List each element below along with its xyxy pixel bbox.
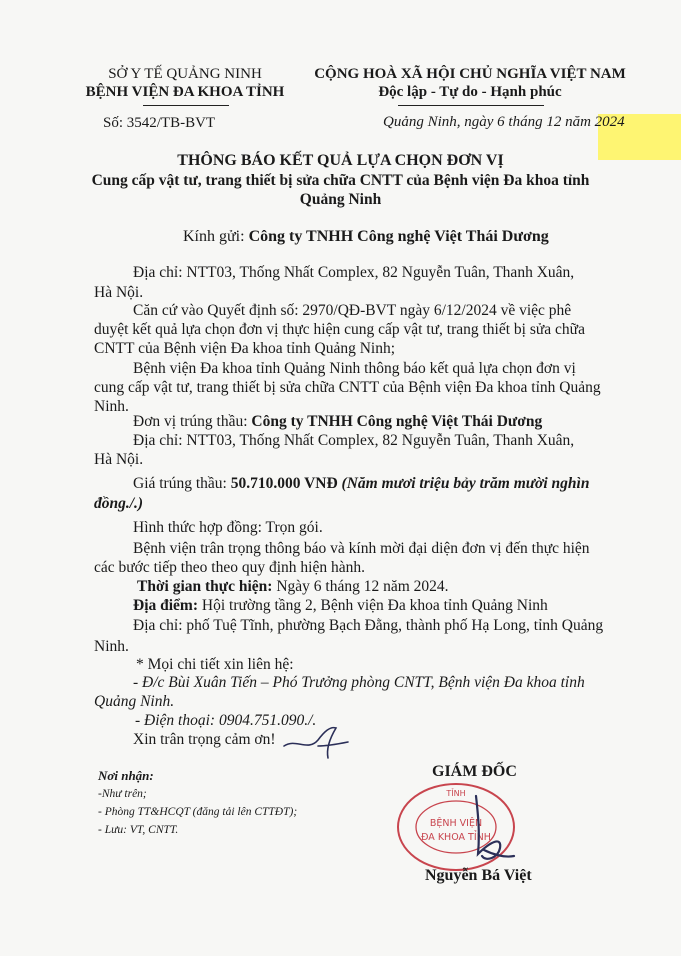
time-value: Ngày 6 tháng 12 năm 2024. [272,578,449,595]
invite-line2: các bước tiếp theo theo quy định hiện hành. [94,559,365,576]
header-left-divider [143,105,229,106]
recipient-item: - Phòng TT&HCQT (đăng tải lên CTTĐT); [98,806,298,818]
contact-intro: * Mọi chi tiết xin liên hệ: [136,656,294,673]
recipient-item: - Lưu: VT, CNTT. [98,824,179,836]
invite-line1: Bệnh viện trân trọng thông báo và kính mời đại diện đơn vị đến thực hiện [133,540,590,557]
stamp-top-text: TỈNH [446,789,466,798]
venue-address-line1: Địa chỉ: phố Tuệ Tĩnh, phường Bạch Đằng, thành phố Hạ Long, tỉnh Quảng [133,617,604,634]
contact-phone: - Điện thoại: 0904.751.090./. [135,712,317,729]
contact-person-line2: Quảng Ninh. [94,693,175,710]
signer-name: Nguyễn Bá Việt [425,867,532,884]
venue-label: Địa điểm: [133,597,199,614]
director-signature [462,792,522,872]
recipient-label: Kính gửi: [183,228,249,245]
country-name: CỘNG HOÀ XÃ HỘI CHỦ NGHĨA VIỆT NAM [314,66,626,82]
place-date: Quảng Ninh, ngày 6 tháng 12 năm 2024 [383,114,625,130]
initial-signature [278,716,353,766]
contract-form: Hình thức hợp đồng: Trọn gói. [133,519,323,536]
time-label: Thời gian thực hiện: [137,578,273,595]
price-words: (Năm mươi triệu bảy trăm mười nghìn [341,475,590,492]
ministry-name: SỞ Y TẾ QUẢNG NINH [108,66,262,82]
header-right-divider [398,105,544,106]
recipient-line [183,228,549,246]
address1-line2: Hà Nội. [94,284,144,301]
closing-line: Xin trân trọng cảm ơn! [133,731,276,748]
national-motto: Độc lập - Tự do - Hạnh phúc [378,84,562,100]
price-line [133,475,589,493]
basis-line3: CNTT của Bệnh viện Đa khoa tỉnh Quảng Ninh; [94,340,396,357]
venue-value: Hội trường tầng 2, Bệnh viện Đa khoa tỉnh Quảng Ninh [198,597,548,614]
time-line [137,578,449,596]
venue-address-line2: Ninh. [94,638,129,655]
notice-line2: cung cấp vật tư, trang thiết bị sửa chữa CNTT của Bệnh viện Đa khoa tỉnh Quảng [94,379,601,396]
winner-line [133,413,542,431]
venue-line [133,597,548,615]
notice-subtitle-line2: Quảng Ninh [299,191,382,208]
price-words-end: đồng./.) [94,495,144,512]
winner-label: Đơn vị trúng thầu: [133,413,252,430]
document-number: Số: 3542/TB-BVT [103,115,216,131]
price-value: 50.710.000 VNĐ [230,475,338,492]
address1-line1: Địa chỉ: NTT03, Thống Nhất Complex, 82 Nguyễn Tuân, Thanh Xuân, [133,264,575,281]
notice-line1: Bệnh viện Đa khoa tỉnh Quảng Ninh thông báo kết quả lựa chọn đơn vị [133,360,576,377]
basis-line2: duyệt kết quả lựa chọn đơn vị thực hiện cung cấp vật tư, trang thiết bị sửa chữa [94,321,585,338]
stamp-line1: BỆNH VIỆN [429,818,483,829]
recipient-item: -Như trên; [98,788,147,800]
notice-subtitle-line1: Cung cấp vật tư, trang thiết bị sửa chữa CNTT của Bệnh viện Đa khoa tỉnh [91,172,590,189]
recipients-title: Nơi nhận: [98,768,154,783]
hospital-name: BỆNH VIỆN ĐA KHOA TỈNH [85,84,285,100]
basis-line1: Căn cứ vào Quyết định số: 2970/QĐ-BVT ngày 6/12/2024 về việc phê [133,302,572,319]
signer-role: GIÁM ĐỐC [432,763,517,780]
contact-person-line1: - Đ/c Bùi Xuân Tiến – Phó Trưởng phòng CNTT, Bệnh viện Đa khoa tỉnh [133,674,585,691]
stamp-line2: ĐA KHOA TỈNH [421,832,491,843]
address2-line1: Địa chỉ: NTT03, Thống Nhất Complex, 82 Nguyễn Tuân, Thanh Xuân, [133,432,575,449]
recipient-name: Công ty TNHH Công nghệ Việt Thái Dương [248,228,549,245]
notice-line3: Ninh. [94,398,129,415]
price-label: Giá trúng thầu: [133,475,231,492]
address2-line2: Hà Nội. [94,451,144,468]
notice-title: THÔNG BÁO KẾT QUẢ LỰA CHỌN ĐƠN VỊ [177,152,504,169]
winner-name: Công ty TNHH Công nghệ Việt Thái Dương [251,413,543,430]
